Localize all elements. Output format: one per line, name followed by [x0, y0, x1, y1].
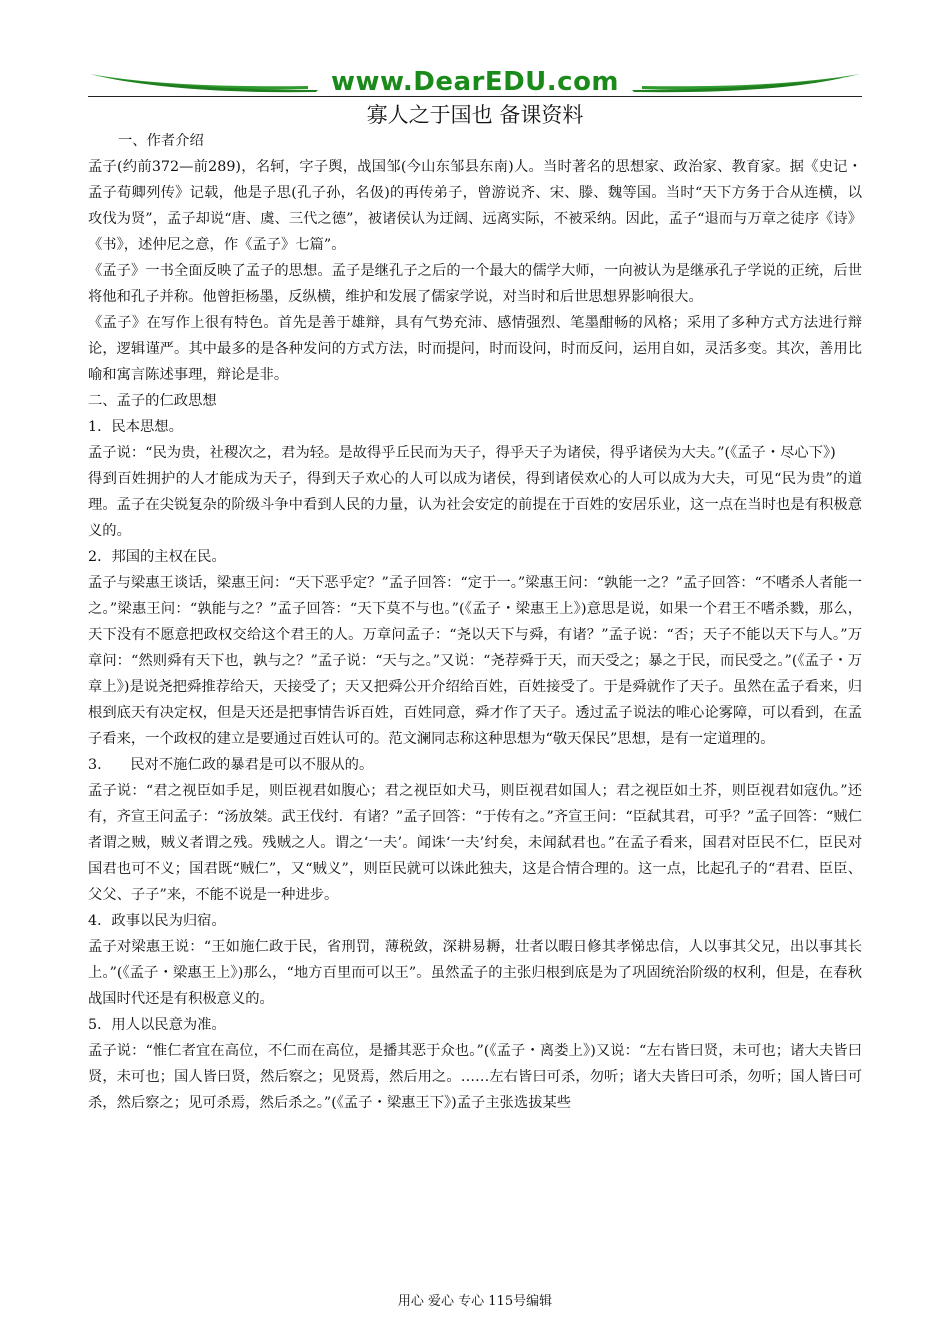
section-heading: 一、作者介绍: [118, 133, 204, 149]
paragraph: 孟子与梁惠王谈话，梁惠王问：“天下恶乎定？”孟子回答：“定于一。”梁惠王问：“孰能一之？”孟子回答：“不嗜杀人者能一之。”梁惠王问：“孰能与之？”孟子回答：“天下莫不与也。”(《孟子・梁惠王上》)意思是说，如果一个君王不嗜杀戮，那么，天下没有不愿意把政权交给这个君王的人。万章问孟子：“尧以天下与舜，有诸？”孟子说：“否；天子不能以天下与人。”万章问：“然则舜有天下也，孰与之？”孟子说：“天与之。”又说：“尧荐舜于天，而天受之；暴之于民，而民受之。”(《孟子・万章上》)是说尧把舜推荐给天，天接受了；天又把舜公开介绍给百姓，百姓接受了。于是舜就作了天子。虽然在孟子看来，归根到底天有决定权，但是天还是把事情告诉百姓，百姓同意，舜才作了天子。透过孟子说法的唯心论雾障，可以看到，在孟子看来，一个政权的建立是要通过百姓认可的。范文澜同志称这种思想为“敬天保民”思想，是有一定道理的。: [88, 575, 862, 747]
paragraph: 《孟子》一书全面反映了孟子的思想。孟子是继孔子之后的一个最大的儒学大师，一向被认为是继承孔子学说的正统，后世将他和孔子并称。他曾拒杨墨，反纵横，维护和发展了儒家学说，对当时和后世思想界影响很大。: [88, 263, 862, 305]
paragraph: 孟子(约前372—前289)，名轲，字子舆，战国邹(今山东邹县东南)人。当时著名的思想家、政治家、教育家。据《史记・孟子荀卿列传》记载，他是子思(孔子孙，名伋)的再传弟子，曾游说齐、宋、滕、魏等国。当时“天下方务于合从连横，以攻伐为贤”，孟子却说“唐、虞、三代之德”，被诸侯认为迂阔、远离实际，不被采纳。因此，孟子“退而与万章之徒序《诗》《书》，述仲尼之意，作《孟子》七篇”。: [88, 159, 862, 253]
subsection-heading: 1．民本思想。: [88, 419, 183, 435]
paragraph: 孟子说：“惟仁者宜在高位，不仁而在高位，是播其恶于众也。”(《孟子・离娄上》)又说：“左右皆曰贤，未可也；诸大夫皆曰贤，未可也；国人皆曰贤，然后察之；见贤焉，然后用之。……左右皆曰可杀，勿听；诸大夫皆曰可杀，勿听；国人皆曰可杀，然后察之；见可杀焉，然后杀之。”(《孟子・梁惠王下》)孟子主张选拔某些: [88, 1043, 862, 1111]
paragraph: 得到百姓拥护的人才能成为天子，得到天子欢心的人可以成为诸侯，得到诸侯欢心的人可以成为大夫，可见“民为贵”的道理。孟子在尖锐复杂的阶级斗争中看到人民的力量，认为社会安定的前提在于百姓的安居乐业，这一点在当时也是有积极意义的。: [88, 471, 862, 539]
subsection-heading: 3. 民对不施仁政的暴君是可以不服从的。: [88, 757, 374, 773]
subsection-heading: 5．用人以民意为准。: [88, 1017, 226, 1033]
site-header-banner: [88, 64, 862, 98]
subsection-heading: 2．邦国的主权在民。: [88, 549, 226, 565]
page-title: 寡人之于国也 备课资料: [366, 103, 584, 127]
section-heading: 二、孟子的仁政思想: [88, 393, 217, 409]
document-body: [88, 128, 862, 1116]
header-rule: [88, 96, 862, 97]
paragraph: 孟子对梁惠王说：“王如施仁政于民，省刑罚，薄税敛，深耕易耨，壮者以暇日修其孝悌忠信，人以事其父兄，出以事其长上。”(《孟子・梁惠王上》)那么，“地方百里而可以王”。虽然孟子的主张归根到底是为了巩固统治阶级的权利，但是，在春秋战国时代还是有积极意义的。: [88, 939, 862, 1007]
site-logo-text: www.DearEDU.com: [330, 67, 620, 97]
paragraph: 孟子说：“民为贵，社稷次之，君为轻。是故得乎丘民而为天子，得乎天子为诸侯，得乎诸侯为大夫。”(《孟子・尽心下》): [88, 445, 836, 461]
paragraph: 《孟子》在写作上很有特色。首先是善于雄辩，具有气势充沛、感情强烈、笔墨酣畅的风格；采用了多种方式方法进行辩论，逻辑谨严。其中最多的是各种发问的方式方法，时而提问，时而设问，时而反问，运用自如，灵活多变。其次，善用比喻和寓言陈述事理，辩论是非。: [88, 315, 862, 383]
paragraph: 孟子说：“君之视臣如手足，则臣视君如腹心；君之视臣如犬马，则臣视君如国人；君之视臣如土芥，则臣视君如寇仇。”还有，齐宣王问孟子：“汤放桀。武王伐纣．有诸？”孟子回答：“于传有之。”齐宣王问：“臣弑其君，可乎？”孟子回答：“贼仁者谓之贼，贼义者谓之残。残贼之人。谓之‘一夫’。闻诛‘一夫’纣矣，未闻弑君也。”在孟子看来，国君对臣民不仁，臣民对国君也可不义；国君既“贼仁”，又“贼义”，则臣民就可以诛此独夫，这是合情合理的。这一点，比起孔子的“君君、臣臣、父父、子子”来，不能不说是一种进步。: [88, 783, 862, 903]
subsection-heading: 4．政事以民为归宿。: [88, 913, 226, 929]
page-footer: 用心 爱心 专心 115号编辑: [397, 1294, 553, 1309]
